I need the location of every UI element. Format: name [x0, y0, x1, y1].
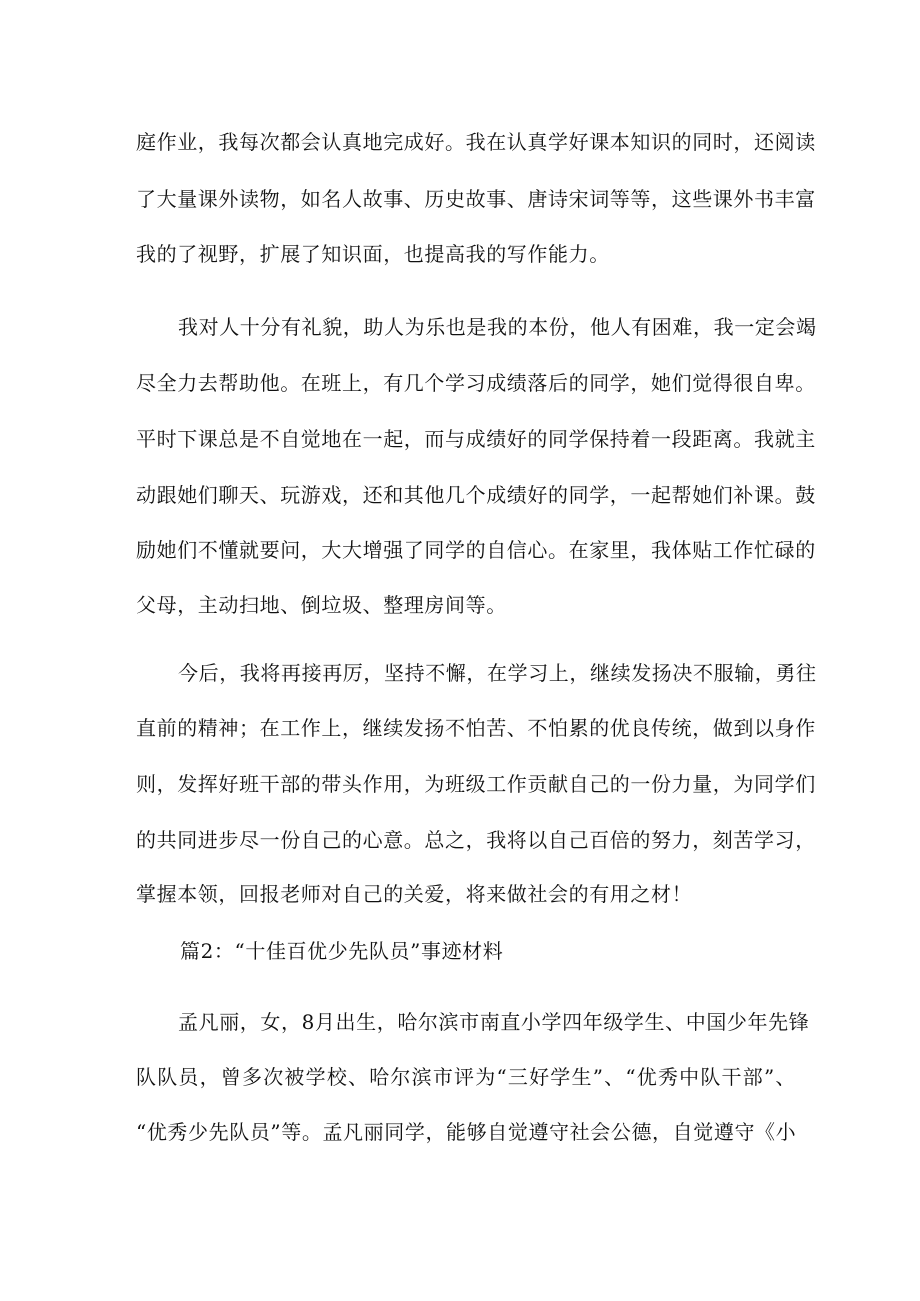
text-line: 则，发挥好班干部的带头作用，为班级工作贡献自己的一份力量，为同学们 — [136, 772, 816, 796]
text-line: 我对人十分有礼貌，助人为乐也是我的本份，他人有困难，我一定会竭 — [178, 315, 817, 339]
text-line: 尽全力去帮助他。在班上，有几个学习成绩落后的同学，她们觉得很自卑。 — [136, 371, 816, 395]
text-line: 掌握本领，回报老师对自己的关爱，将来做社会的有用之材！ — [136, 882, 693, 906]
text-line: 今后，我将再接再厉，坚持不懈，在学习上，继续发扬决不服输，勇往 — [178, 661, 817, 685]
text-line: “优秀少先队员”等。孟凡丽同学，能够自觉遵守社会公德，自觉遵守《小 — [136, 1120, 797, 1144]
section-heading: 篇2：“十佳百优少先队员”事迹材料 — [180, 939, 504, 963]
text-line: 励她们不懂就要问，大大增强了同学的自信心。在家里，我体贴工作忙碌的 — [136, 538, 816, 562]
text-line: 庭作业，我每次都会认真地完成好。我在认真学好课本知识的同时，还阅读 — [136, 130, 816, 154]
text-line: 父母，主动扫地、倒垃圾、整理房间等。 — [136, 593, 507, 617]
text-line: 了大量课外读物，如名人故事、历史故事、唐诗宋词等等，这些课外书丰富 — [136, 187, 816, 211]
text-line: 动跟她们聊天、玩游戏，还和其他几个成绩好的同学，一起帮她们补课。鼓 — [136, 483, 816, 507]
text-line: 孟凡丽，女，8月出生，哈尔滨市南直小学四年级学生、中国少年先锋 — [178, 1010, 810, 1034]
text-line: 我的了视野，扩展了知识面，也提高我的写作能力。 — [136, 242, 610, 266]
text-line: 的共同进步尽一份自己的心意。总之，我将以自己百倍的努力，刻苦学习， — [136, 828, 816, 852]
text-line: 直前的精神；在工作上，继续发扬不怕苦、不怕累的优良传统，做到以身作 — [136, 716, 816, 740]
text-line: 队队员，曾多次被学校、哈尔滨市评为“三好学生”、“优秀中队干部”、 — [136, 1065, 796, 1089]
text-line: 平时下课总是不自觉地在一起，而与成绩好的同学保持着一段距离。我就主 — [136, 427, 816, 451]
